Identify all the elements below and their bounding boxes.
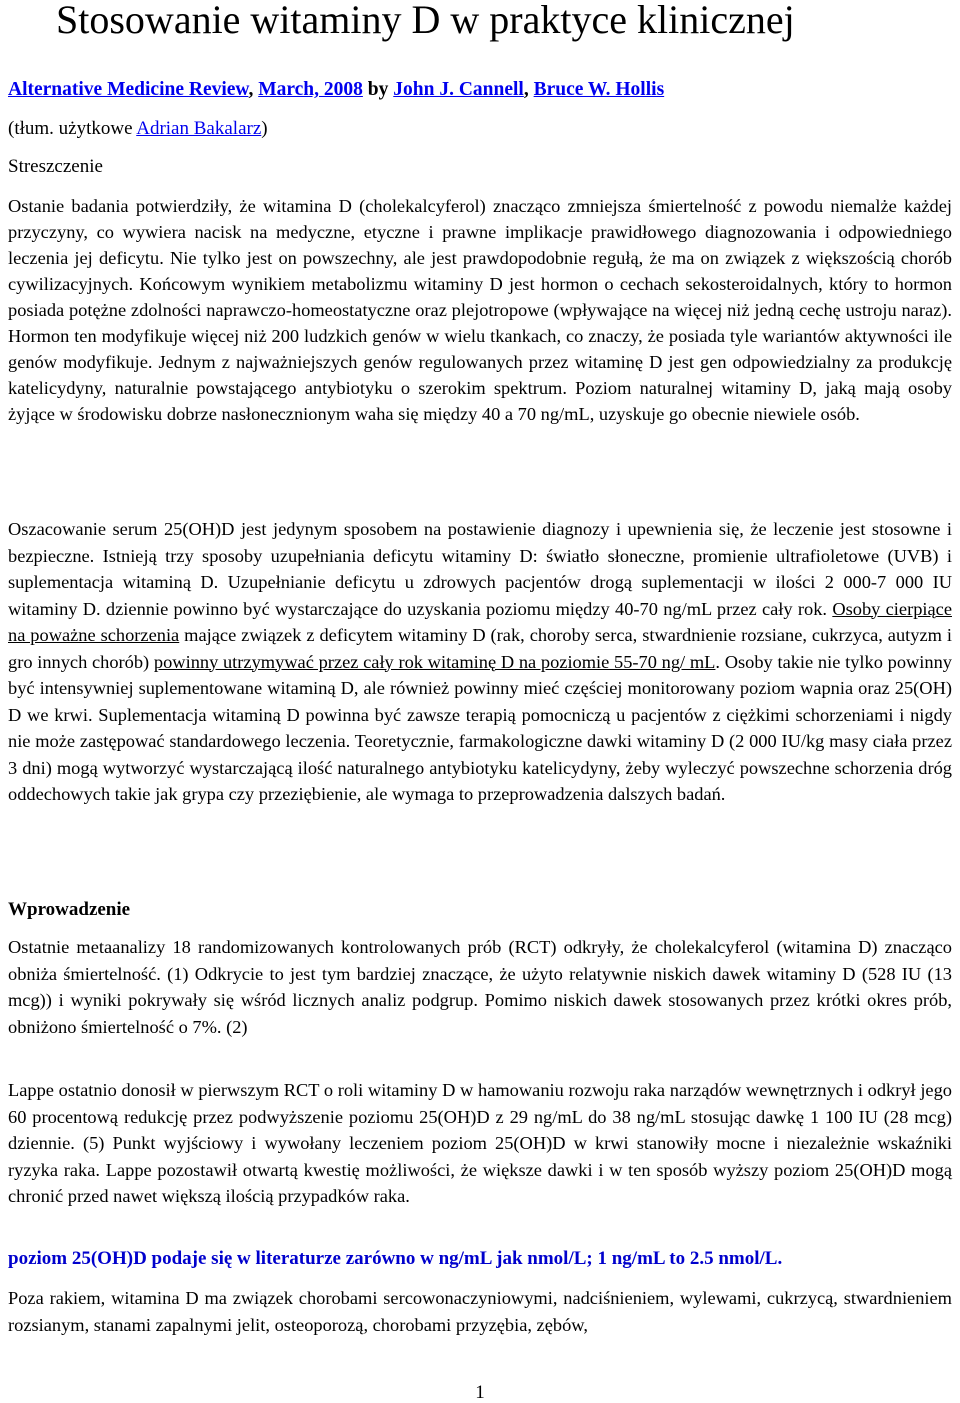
byline-sep: , bbox=[248, 79, 259, 100]
byline-sep: , bbox=[523, 79, 534, 100]
translation-prefix: (tłum. użytkowe bbox=[8, 118, 137, 139]
abstract-paragraph-1: Ostanie badania potwierdziły, że witamina D (cholekalcyferol) znacząco zmniejsza śmiertelność z powodu niemalże każdej przyczyny, co wywiera nacisk na medyczne, etyczne i prawne implikacje prawidłowego diagnozowania i odpowiedniego leczenia jej deficytu. Nie tylko jest on powszechny, ale jest prawdopodobnie regułą, że ma on związek z większością chorób cywilizacyjnych. Końcowym wynikiem metabolizmu witaminy D jest hormon o cechach sekosteroidalnych, który to hormon posiada potężne zdolności naprawczo-homeostatyczne oraz plejotropowe (wpływające na więcej niż jedną cechę ustroju naraz). Hormon ten modyfikuje więcej niż 200 ludzkich genów w wielu tkankach, co znaczy, że posiada tyle wariantów aktywności ile genów modyfikuje. Jednym z najważniejszych genów regulowanych przez witaminę D jest gen odpowiedzialny za produkcję katelicydyny, naturalnie powstającego antybiotyku o szerokim spektrum. Poziom naturalnej witaminy D, jaką mają osoby żyjące w środowisku dobrze nasłonecznionym waha się między 40 a 70 ng/mL, uzyskuje go obecnie niewiele osób. bbox=[8, 196, 952, 424]
underlined-phrase-1: Osoby cierpiące na poważne schorzenia bbox=[8, 598, 952, 645]
journal-link[interactable]: Alternative Medicine Review bbox=[8, 79, 249, 100]
intro-paragraph-3: Poza rakiem, witamina D ma związek chorobami sercowonaczyniowymi, nadciśnieniem, wylewami, cukrzycą, stwardnieniem rozsianym, stanami zapalnymi jelit, osteoporozą, chorobami przyzębia, zębów, bbox=[8, 1288, 952, 1335]
intro-heading: Wprowadzenie bbox=[8, 899, 131, 920]
paragraph2-part3: . Osoby takie nie tylko powinny być intensywniej suplementowane witaminą D, ale również powinny mieć częściej monitorowany poziom wapnia oraz 25(OH) D we krwi. Suplementacja witaminą D powinna być zawsze terapią pomocniczą u pacjentów z ciężkimi schorzeniami i nigdy nie może zastępować standardowego leczenia. Teoretycznie, farmakologiczne dawki witaminy D (2 000 IU/kg masy ciała przez 3 dni) mogą wytworzyć wystarczającą ilość naturalnego antybiotyku katelicydyny, żeby wyleczyć powszechne schorzenia dróg oddechowych takie jak grypa czy przeziębienie, ale wymaga to przeprowadzenia dalszych badań. bbox=[8, 651, 952, 804]
translator-link[interactable]: Adrian Bakalarz bbox=[136, 118, 262, 139]
author-link-hollis[interactable]: Bruce W. Hollis bbox=[533, 79, 665, 100]
units-note: poziom 25(OH)D podaje się w literaturze zarówno w ng/mL jak nmol/L; 1 ng/mL to 2.5 nmol/L. bbox=[8, 1248, 783, 1269]
document-title: Stosowanie witaminy D w praktyce klinicznej bbox=[56, 0, 795, 42]
abstract-heading: Streszczenie bbox=[8, 156, 103, 177]
page-number: 1 bbox=[475, 1382, 485, 1403]
abstract-paragraph-2 bbox=[8, 516, 952, 808]
paragraph2-part1: Oszacowanie serum 25(OH)D jest jedynym sposobem na postawienie diagnozy i upewnienia się, że leczenie jest stosowne i bezpieczne. Istnieją trzy sposoby uzupełniania deficytu witaminy D: światło słoneczne, promienie ultrafioletowe (UVB) i suplementacja witaminą D. Uzupełnianie deficytu u zdrowych pacjentów drogą suplementacji w ilości 2 000-7 000 IU witaminy D. dziennie powinno być wystarczające do uzyskania poziomu między 40-70 ng/mL przez cały rok. bbox=[8, 519, 952, 619]
underlined-phrase-2: powinny utrzymywać przez cały rok witaminę D na poziomie 55-70 ng/ mL bbox=[153, 651, 716, 672]
translation-note bbox=[8, 117, 268, 141]
intro-paragraph-1: Ostatnie metaanalizy 18 randomizowanych kontrolowanych prób (RCT) odkryły, że cholekalcyferol (witamina D) znacząco obniża śmiertelność. (1) Odkrycie to jest tym bardziej znaczące, że użyto relatywnie niskich dawek witaminy D (528 IU (13 mcg)) i wyniki pokrywały się wśród licznych analiz podgrup. Pomimo niskich dawek stosowanych przez krótki okres prób, obniżono śmiertelność o 7%. (2) bbox=[8, 937, 952, 1037]
date-link[interactable]: March, 2008 bbox=[258, 79, 363, 100]
paragraph2-part2: mające związek z deficytem witaminy D (rak, choroby serca, stwardnienie rozsiane, cukrzyca, autyzm i gro innych chorób) bbox=[8, 625, 952, 672]
intro-paragraph-2: Lappe ostatnio donosił w pierwszym RCT o roli witaminy D w hamowaniu rozwoju raka narządów wewnętrznych i odkrył jego 60 procentową redukcję przez podwyższenie poziomu 25(OH)D z 29 ng/mL do 38 ng/mL stosując dawkę 1 100 IU (28 mcg) dziennie. (5) Punkt wyjściowy i wywołany leczeniem poziom 25(OH)D w krwi stanowiły mocne i niezależnie wskaźniki ryzyka raka. Lappe pozostawił otwartą kwestię możliwości, że większe dawki i w ten sposób wyższy poziom 25(OH)D mogą chronić przed nawet większą ilością przypadków raka. bbox=[8, 1080, 952, 1206]
author-link-cannell[interactable]: John J. Cannell bbox=[393, 79, 524, 100]
byline-by: by bbox=[362, 79, 394, 100]
translation-suffix: ) bbox=[261, 118, 268, 139]
byline bbox=[8, 78, 664, 102]
